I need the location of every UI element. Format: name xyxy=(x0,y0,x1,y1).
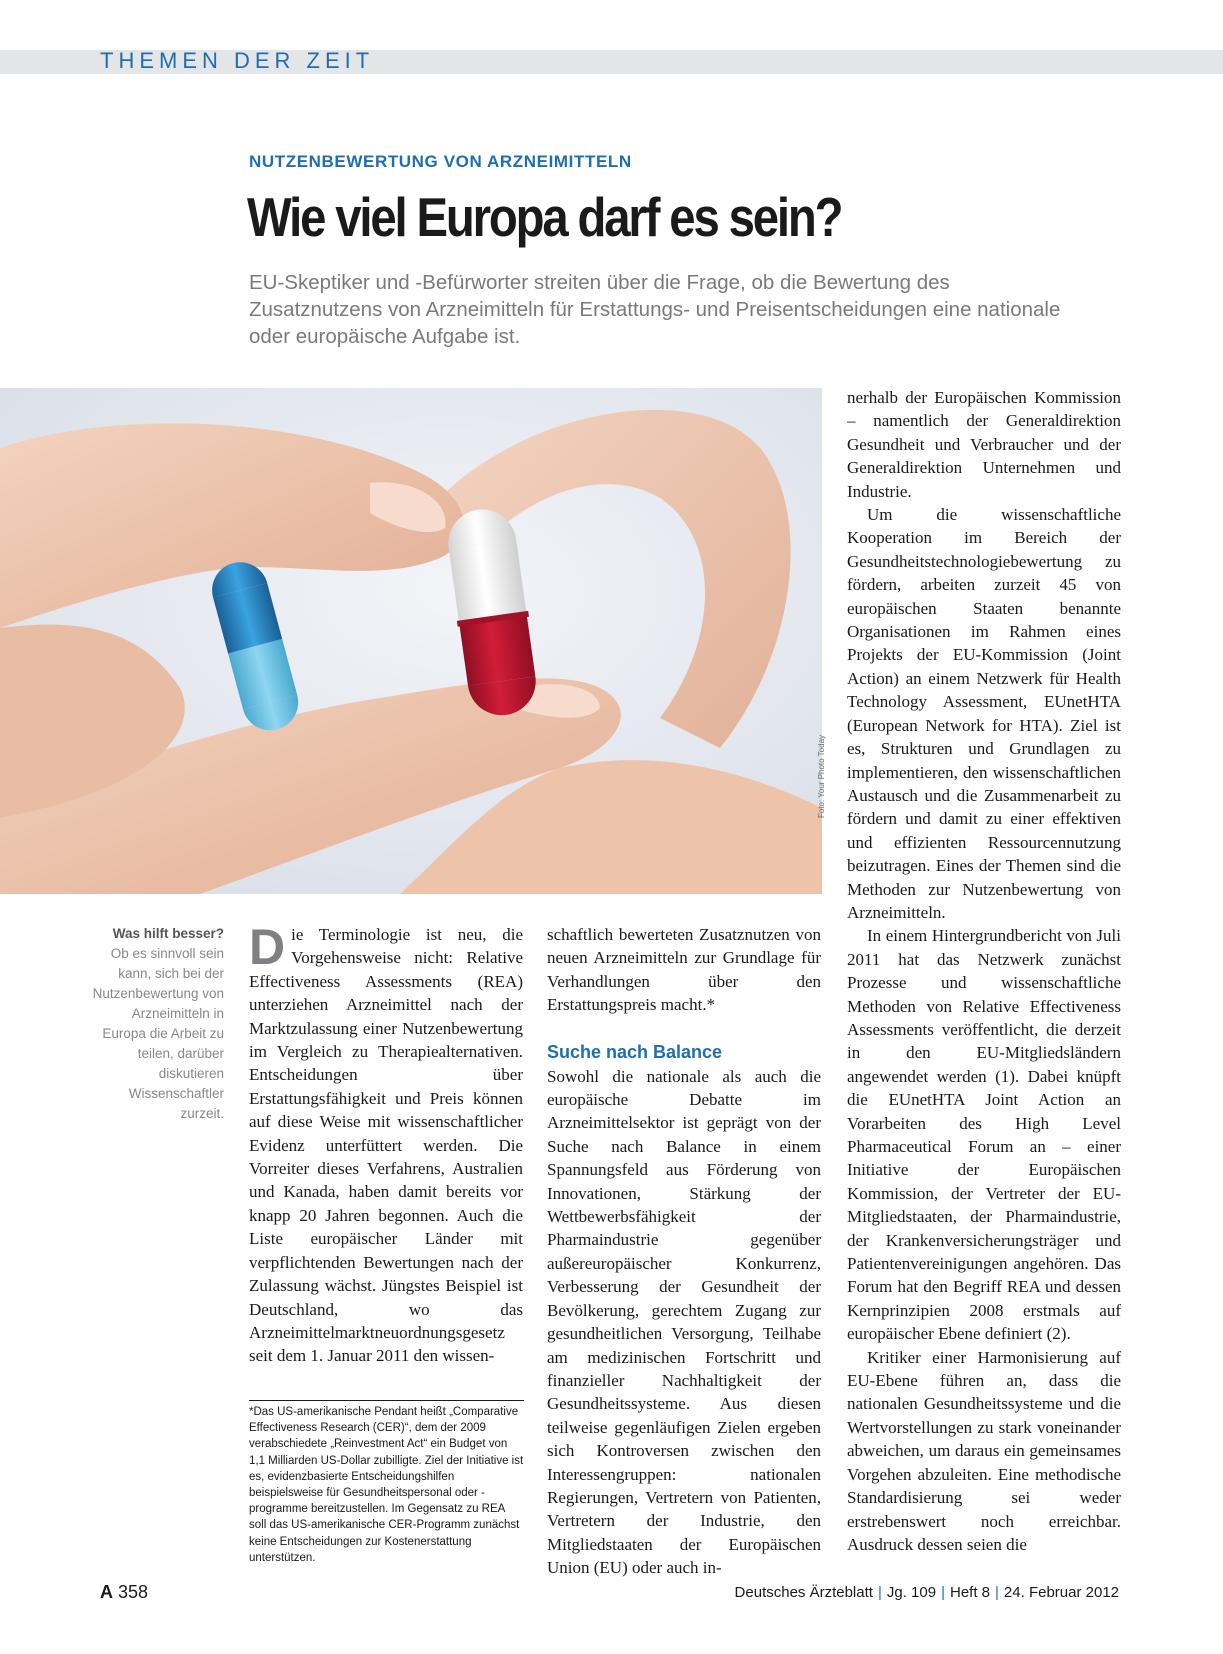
article-column-2 xyxy=(547,923,821,1580)
capsules-photo-illustration xyxy=(0,388,822,894)
journal-info xyxy=(735,1584,1119,1601)
column-2-paragraph-1: schaftlich bewerteten Zusatznutzen von neuen Arzneimitteln zur Grundlage für Verhandlungen über den Erstattungspreis macht.* xyxy=(547,925,821,1015)
column-3-paragraph-2: Um die wissenschaftliche Kooperation im Bereich der Gesundheitstechnologiebewertung zu fördern, arbeiten zurzeit 45 von europäischen Staaten benannte Organisationen im Rahmen eines Projekts der EU-Kommission (Joint Action) an einem Netzwerk für Health Technology Assessment, EUnetHTA (European Network for HTA). Ziel ist es, Strukturen und Grundlagen zu implementieren, den wissenschaftlichen Austausch und die Zusammenarbeit zu fördern und damit zu einer effektiven und effizienten Ressourcennutzung beizutragen. Eines der Themen sind die Methoden zur Nutzenbewertung von Arzneimitteln. xyxy=(847,505,1121,922)
separator: | xyxy=(877,1584,882,1601)
article-headline: Wie viel Europa darf es sein? xyxy=(247,186,842,248)
column-1-text: ie Terminologie ist neu, die Vorgehensweise nicht: Relative Effectiveness Assessments (REA) unterziehen Arzneimittel nach der Marktzulassung einer Nutzenbewertung im Vergleich zu Therapiealternativen. Entscheidungen über Erstattungsfähigkeit und Preis können auf diese Weise mit wissenschaftlicher Evidenz unterfüttert werden. Die Vorreiter dieses Verfahrens, Australien und Kanada, haben damit bereits vor knapp 20 Jahren begonnen. Auch die Liste europäischer Länder mit verpflichtenden Bewertungen nach der Zulassung wächst. Jüngstes Beispiel ist Deutschland, wo das Arzneimittelmarktneuordnungsgesetz seit dem 1. Januar 2011 den wissen- xyxy=(249,925,523,1366)
column-2-paragraph-2: Sowohl die nationale als auch die europäische Debatte im Arzneimittelsektor ist geprägt von der Suche nach Balance in einem Spannungsfeld aus Förderung von Innovationen, Stärkung der Wettbewerbsfähigkeit der Pharmaindustrie gegenüber außereuropäischer Konkurrenz, Verbesserung der Gesundheit der Bevölkerung, gerechtem Zugang zur gesundheitlichen Versorgung, Teilhabe am medizinischen Fortschritt und finanzieller Nachhaltigkeit der Gesundheitssysteme. Aus diesen teilweise gegenläufigen Zielen ergeben sich Kontroversen zwischen den Interessengruppen: nationalen Regierungen, Vertretern von Patienten, Vertretern der Industrie, den Mitgliedstaaten der Europäischen Union (EU) oder auch in- xyxy=(547,1066,821,1578)
section-label: THEMEN DER ZEIT xyxy=(100,48,375,73)
caption-text: Ob es sinnvoll sein kann, sich bei der Nutzenbewertung von Arzneimitteln in Europa die Arbeit zu teilen, darüber diskutieren Wissenschaftler zurzeit. xyxy=(92,946,224,1121)
separator: | xyxy=(941,1584,945,1601)
subheading: Suche nach Balance xyxy=(547,1041,723,1062)
separator: | xyxy=(995,1584,999,1601)
footnote: *Das US-amerikanische Pendant heißt „Comparative Effectiveness Research (CER)“, dem der 2009 verabschiedete „Reinvestment Act“ ein Budget von 1,1 Milliarden US-Dollar zubilligte. Ziel der Initiative ist es, evidenzbasierte Entscheidungshilfen beispielsweise für Gesundheitspersonal oder -programme bereitzustellen. Im Gegensatz zu REA soll das US-amerikanische CER-Programm zunächst keine Entscheidungen zur Kostenerstattung unterstützen. xyxy=(249,1406,524,1564)
capsules-photo xyxy=(0,388,822,894)
footnote-divider xyxy=(249,1400,524,1401)
photo-caption xyxy=(86,924,224,1124)
caption-title: Was hilft besser? xyxy=(112,926,224,941)
column-3-paragraph-3: In einem Hintergrundbericht von Juli 2011 hat das Netzwerk zunächst Prozesse und wissenschaftliche Methoden von Relative Effectiveness Assessments veröffentlicht, die derzeit in den EU-Mitgliedsländern angewendet werden (1). Dabei knüpft die EUnetHTA Joint Action an Vorarbeiten des High Level Pharmaceutical Forum an – einer Initiative der Europäischen Kommission, der Vertreter der EU-Mitgliedstaaten, der Pharmaindustrie, der Krankenversicherungsträger und Patientenvereinigungen angehören. Das Forum hat den Begriff REA und dessen Kernprinzipien 2008 erstmals auf europäischer Ebene definiert (2). xyxy=(847,926,1121,1344)
page-number-value: 358 xyxy=(118,1582,149,1602)
page-letter: A xyxy=(100,1582,113,1602)
journal-volume: Jg. 109 xyxy=(886,1584,937,1601)
article-kicker: NUTZENBEWERTUNG VON ARZNEIMITTELN xyxy=(249,152,632,171)
journal-name: Deutsches Ärzteblatt xyxy=(734,1584,873,1601)
page-number xyxy=(100,1582,148,1603)
drop-cap: D xyxy=(249,919,286,975)
photo-credit: Foto: Your Photo Today xyxy=(817,734,826,818)
article-column-1 xyxy=(249,919,523,1368)
journal-date: 24. Februar 2012 xyxy=(1003,1584,1119,1601)
column-3-paragraph-4: Kritiker einer Harmonisierung auf EU-Ebene führen an, dass die nationalen Gesundheitssysteme und die Wertvorstellungen zu stark voneinander abweichen, um daraus ein gemeinsames Vorgehen abzuleiten. Eine methodische Standardisierung sei weder erstrebenswert noch erreichbar. Ausdruck dessen seien die xyxy=(847,1347,1121,1554)
column-3-paragraph-1: nerhalb der Europäischen Kommission – namentlich der Generaldirektion Gesundheit und Verbraucher und der Generaldirektion Unternehmen und Industrie. xyxy=(847,388,1121,501)
journal-issue: Heft 8 xyxy=(949,1584,991,1601)
article-column-3 xyxy=(847,386,1121,1556)
article-lead: EU-Skeptiker und -Befürworter streiten über die Frage, ob die Bewertung des Zusatznutzens von Arzneimitteln für Erstattungs- und Preisentscheidungen eine nationale oder europäische Aufgabe ist. xyxy=(249,271,1061,348)
